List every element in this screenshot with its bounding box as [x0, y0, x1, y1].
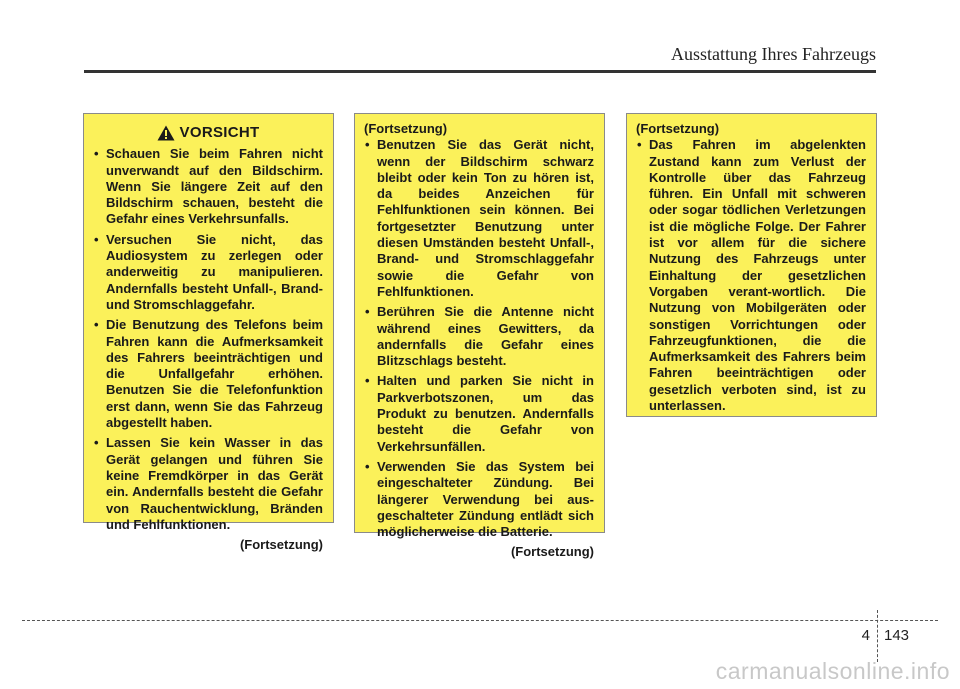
page-header-title: Ausstattung Ihres Fahrzeugs [671, 44, 876, 64]
caution-heading [93, 125, 323, 141]
caution-list-2 [364, 137, 594, 540]
footer-divider [877, 610, 878, 662]
list-item: • Benutzen Sie das Gerät nicht, wenn der Bildschirm schwarz bleibt oder kein Ton zu hören ist, da beides Anzeichen für Fehlfunktionen sein können. Bei fortgesetzter Benutzung unter diesen Umständen besteht Unfall-, Brand- und Stromschlaggefahr sowie die Gefahr von Fehlfunktionen. [364, 137, 594, 300]
list-item: • Das Fahren im abgelenkten Zustand kann zum Verlust der Kontrolle über das Fahrzeug führen. Ein Unfall mit schweren oder sogar tödlichen Verletzungen ist die mögliche Folge. Der Fahrer ist vor allem für die sichere Nutzung des Fahrzeugs unter Einhaltung der gesetzlichen Vorgaben verant-wortlich. Die Nutzung von Mobilgeräten oder sonstigen Vorrichtungen oder Fahrzeugfunktionen, die die Aufmerksamkeit des Fahrers beim Fahren beeinträchtigen oder gesetzlich verboten sind, ist zu unterlassen. [636, 137, 866, 414]
footer-dashed-rule [22, 620, 938, 621]
caution-box-3 [626, 113, 877, 417]
list-item: • Halten und parken Sie nicht in Parkverbotszonen, um das Produkt zu benutzen. Andernfalls besteht die Gefahr von Verkehrsunfällen. [364, 373, 594, 454]
continued-label: (Fortsetzung) [510, 544, 594, 560]
continuation-label: (Fortsetzung) [636, 121, 720, 136]
chapter-number: 4 [861, 627, 870, 644]
list-item: • Berühren Sie die Antenne nicht während eines Gewitters, da andernfalls die Gefahr eines Blitzschlags besteht. [364, 304, 594, 369]
warning-triangle-icon [157, 125, 175, 141]
caution-box-1 [83, 113, 334, 553]
caution-list-3 [636, 137, 866, 414]
header-rule [84, 70, 876, 73]
continuation-label: (Fortsetzung) [364, 121, 448, 136]
list-item: • Lassen Sie kein Wasser in das Gerät gelangen und führen Sie keine Fremdkörper in das Gerät ein. Andernfalls besteht die Gefahr von Rauchentwicklung, Bränden und Fehlfunktionen. [93, 435, 323, 533]
caution-heading-text: VORSICHT [179, 124, 260, 141]
continued-label: (Fortsetzung) [239, 537, 323, 553]
caution-box-2 [354, 113, 605, 560]
page-number: 143 [884, 627, 910, 644]
list-item: • Die Benutzung des Telefons beim Fahren kann die Aufmerksamkeit des Fahrers beeinträchtigen und die Unfallgefahr erhöhen. Benutzen Sie die Telefonfunktion erst dann, wenn Sie das Fahrzeug abgestellt haben. [93, 317, 323, 431]
list-item: • Schauen Sie beim Fahren nicht unverwandt auf den Bildschirm. Wenn Sie längere Zeit auf den Bildschirm schauen, besteht die Gefahr eines Verkehrsunfalls. [93, 146, 323, 227]
caution-list-1 [93, 146, 323, 533]
list-item: • Versuchen Sie nicht, das Audiosystem zu zerlegen oder anderweitig zu manipulieren. Andernfalls besteht Unfall-, Brand- und Stromschlaggefahr. [93, 232, 323, 313]
watermark: carmanualsonline.info [715, 658, 950, 684]
list-item: • Verwenden Sie das System bei eingeschalteter Zündung. Bei längerer Verwendung bei aus-geschalteter Zündung entlädt sich möglicherweise die Batterie. [364, 459, 594, 540]
